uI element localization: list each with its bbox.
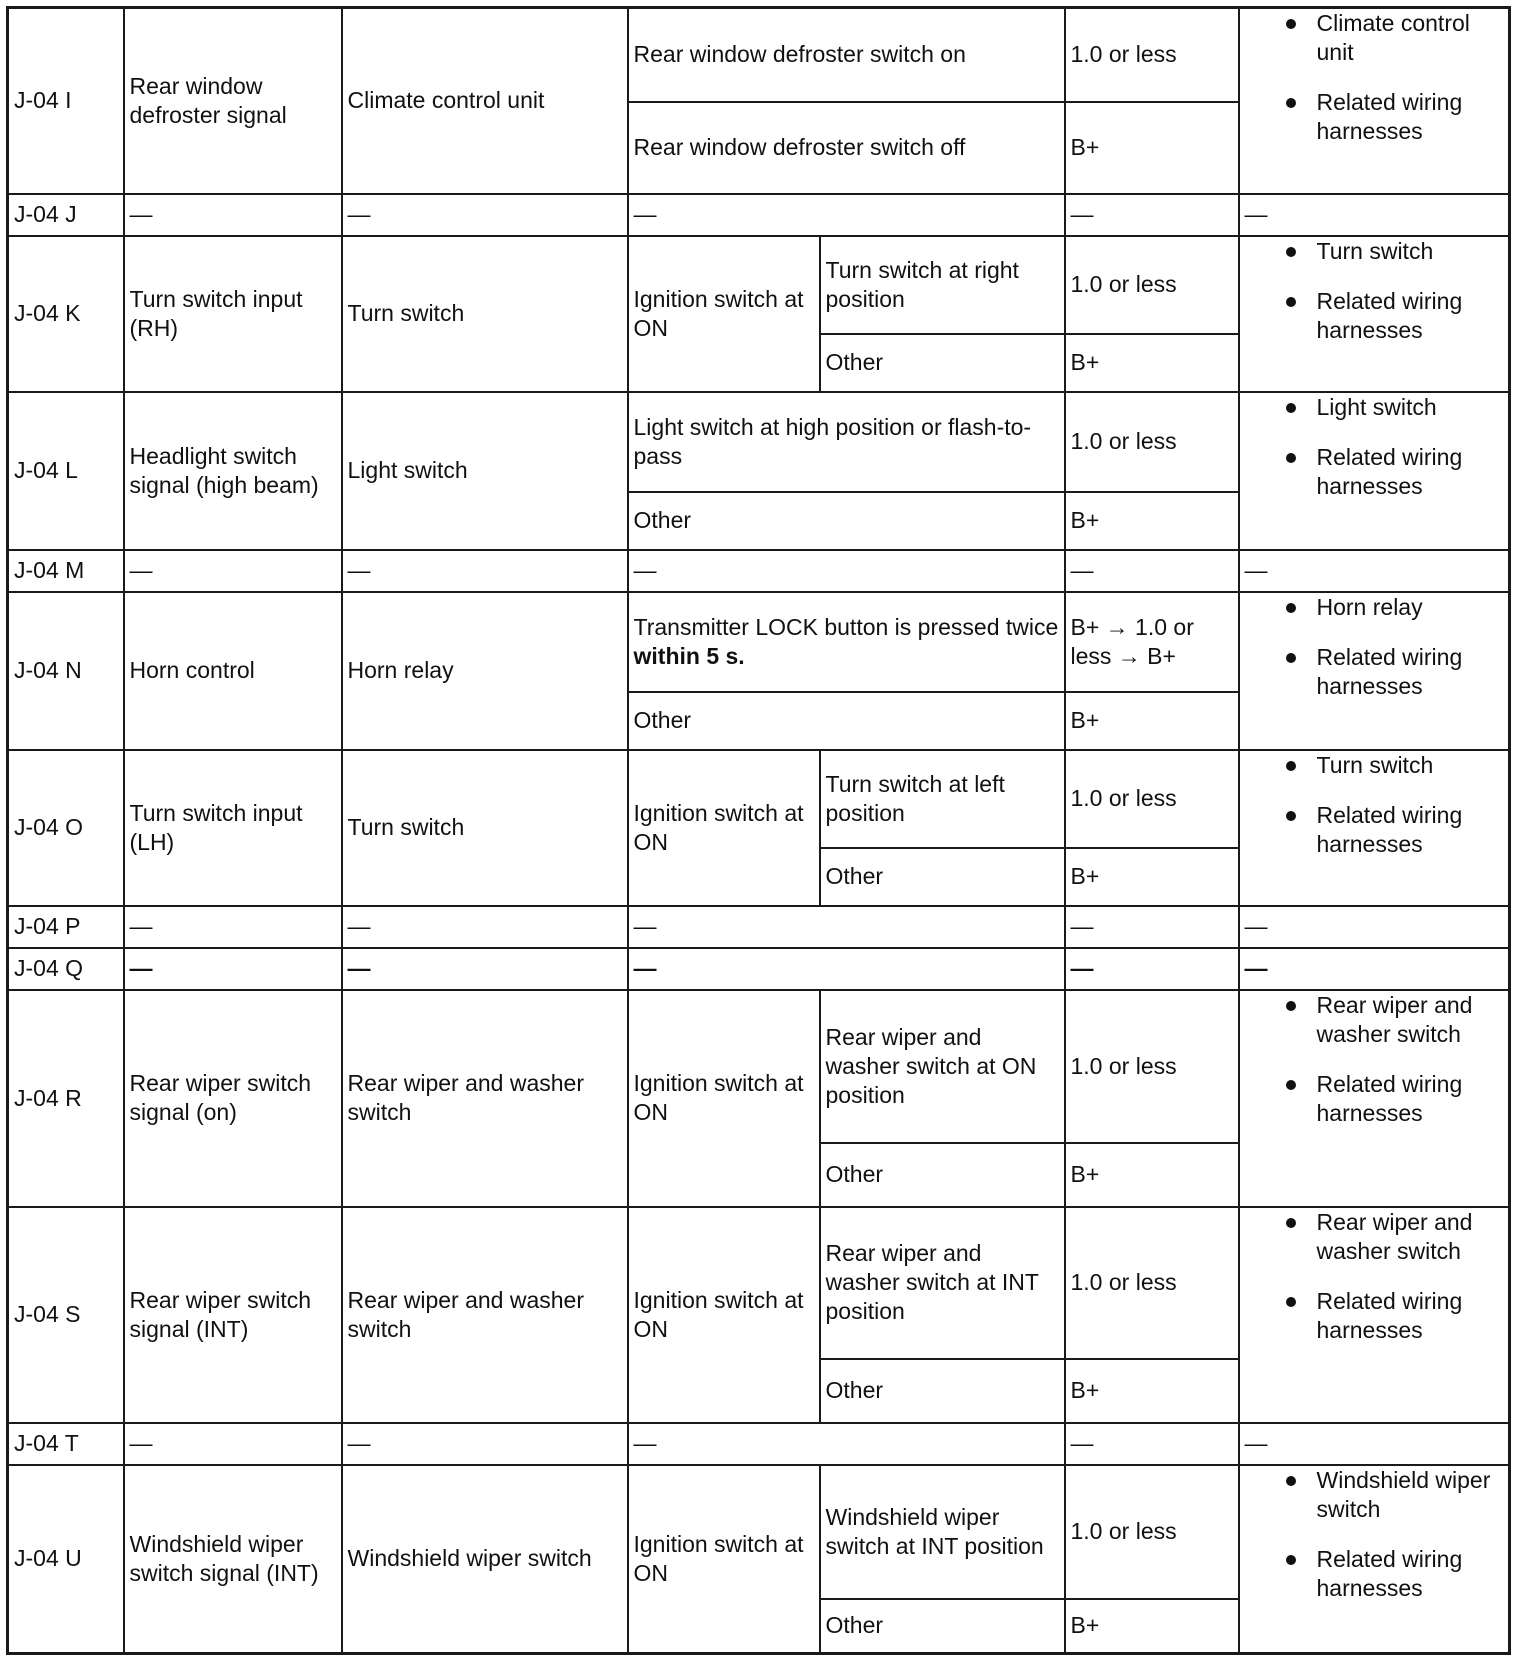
condition-cell: Windshield wiper switch at INT position [820,1465,1065,1599]
possible-cause-cell [1239,592,1510,750]
possible-cause-cell: — [1239,906,1510,948]
bullet-icon [1286,1218,1296,1228]
terminal-cell: J-04 T [8,1423,124,1465]
condition-emphasis: within 5 s. [633,642,745,669]
terminal-cell: J-04 P [8,906,124,948]
connected-to-cell: — [342,550,628,592]
terminal-cell: J-04 I [8,8,124,194]
voltage-cell: 1.0 or less [1065,750,1239,848]
condition-cell: Rear wiper and washer switch at INT position [820,1207,1065,1359]
connected-to-cell: Turn switch [342,750,628,906]
connected-to-cell: Windshield wiper switch [342,1465,628,1654]
condition-cell: Rear window defroster switch on [628,8,1065,102]
list-item: Rear wiper and washer switch [1240,1208,1505,1266]
voltage-cell: B+ → 1.0 or less → B+ [1065,592,1239,692]
signal-cell: Rear wiper switch signal (INT) [124,1207,342,1423]
voltage-cell: B+ [1065,1599,1239,1654]
bullet-icon [1286,603,1296,613]
voltage-cell: 1.0 or less [1065,1207,1239,1359]
condition-cell: — [628,194,1065,236]
bullet-icon [1286,403,1296,413]
possible-cause-cell [1239,1465,1510,1654]
measurement-condition-cell: Ignition switch at ON [628,1465,820,1654]
voltage-cell: — [1065,906,1239,948]
measurement-condition-cell: Ignition switch at ON [628,990,820,1207]
voltage-cell: B+ [1065,334,1239,392]
possible-cause-cell [1239,392,1510,550]
list-item: Related wiring harnesses [1240,1070,1505,1128]
condition-cell: Other [820,1359,1065,1423]
voltage-cell: 1.0 or less [1065,236,1239,334]
connected-to-cell: Rear wiper and washer switch [342,990,628,1207]
bullet-icon [1286,453,1296,463]
connected-to-cell: — [342,194,628,236]
condition-cell: Other [820,848,1065,906]
voltage-cell: B+ [1065,102,1239,194]
terminal-cell: J-04 K [8,236,124,392]
condition-cell: — [628,948,1065,990]
bullet-icon [1286,247,1296,257]
list-item: Related wiring harnesses [1240,643,1505,701]
signal-cell: Rear window defroster signal [124,8,342,194]
condition-cell: Light switch at high position or flash-to-pass [628,392,1065,492]
list-item: Light switch [1240,393,1505,422]
possible-cause-cell [1239,8,1510,194]
voltage-cell: — [1065,1423,1239,1465]
list-item: Related wiring harnesses [1240,1287,1505,1345]
signal-cell: — [124,194,342,236]
condition-cell: — [628,550,1065,592]
condition-cell: Other [820,334,1065,392]
voltage-cell: B+ [1065,1143,1239,1207]
connected-to-cell: Climate control unit [342,8,628,194]
list-item: Related wiring harnesses [1240,443,1505,501]
terminal-cell: J-04 M [8,550,124,592]
condition-cell: — [628,1423,1065,1465]
list-item: Horn relay [1240,593,1505,622]
condition-cell: Other [820,1143,1065,1207]
bullet-icon [1286,811,1296,821]
possible-cause-cell: — [1239,550,1510,592]
connected-to-cell: — [342,948,628,990]
possible-cause-cell [1239,750,1510,906]
voltage-cell: 1.0 or less [1065,392,1239,492]
connected-to-cell: — [342,1423,628,1465]
list-item: Windshield wiper switch [1240,1466,1505,1524]
possible-cause-cell: — [1239,1423,1510,1465]
condition-cell: Turn switch at left position [820,750,1065,848]
connected-to-cell: Rear wiper and washer switch [342,1207,628,1423]
bullet-icon [1286,98,1296,108]
list-item: Climate control unit [1240,9,1505,67]
terminal-cell: J-04 J [8,194,124,236]
possible-cause-cell [1239,990,1510,1207]
signal-cell: Turn switch input (RH) [124,236,342,392]
list-item: Related wiring harnesses [1240,88,1505,146]
condition-cell: — [628,906,1065,948]
list-item: Related wiring harnesses [1240,1545,1505,1603]
terminal-cell: J-04 Q [8,948,124,990]
signal-cell: Windshield wiper switch signal (INT) [124,1465,342,1654]
signal-cell: — [124,550,342,592]
voltage-cell: B+ [1065,692,1239,750]
possible-cause-cell [1239,236,1510,392]
voltage-cell: 1.0 or less [1065,990,1239,1143]
possible-cause-cell: — [1239,194,1510,236]
voltage-cell: B+ [1065,848,1239,906]
voltage-cell: B+ [1065,492,1239,550]
bullet-icon [1286,1080,1296,1090]
bullet-icon [1286,297,1296,307]
condition-cell: Other [820,1599,1065,1654]
list-item: Related wiring harnesses [1240,801,1505,859]
condition-cell: Other [628,492,1065,550]
bullet-icon [1286,1476,1296,1486]
bullet-icon [1286,1001,1296,1011]
measurement-condition-cell: Ignition switch at ON [628,750,820,906]
measurement-condition-cell: Ignition switch at ON [628,1207,820,1423]
condition-cell: Rear window defroster switch off [628,102,1065,194]
connected-to-cell: Horn relay [342,592,628,750]
bullet-icon [1286,653,1296,663]
list-item: Turn switch [1240,237,1505,266]
condition-cell: Turn switch at right position [820,236,1065,334]
bullet-icon [1286,19,1296,29]
terminal-cell: J-04 U [8,1465,124,1654]
terminal-cell: J-04 S [8,1207,124,1423]
signal-cell: — [124,906,342,948]
bullet-icon [1286,761,1296,771]
possible-cause-cell: — [1239,948,1510,990]
condition-cell: Other [628,692,1065,750]
signal-cell: Rear wiper switch signal (on) [124,990,342,1207]
terminal-cell: J-04 L [8,392,124,550]
list-item: Rear wiper and washer switch [1240,991,1505,1049]
voltage-cell: — [1065,948,1239,990]
list-item: Related wiring harnesses [1240,287,1505,345]
condition-cell: Rear wiper and washer switch at ON position [820,990,1065,1143]
voltage-cell: 1.0 or less [1065,1465,1239,1599]
voltage-cell: — [1065,550,1239,592]
bullet-icon [1286,1555,1296,1565]
measurement-condition-cell: Ignition switch at ON [628,236,820,392]
signal-cell: Turn switch input (LH) [124,750,342,906]
signal-cell: Headlight switch signal (high beam) [124,392,342,550]
connected-to-cell: Turn switch [342,236,628,392]
voltage-cell: 1.0 or less [1065,8,1239,102]
voltage-cell: B+ [1065,1359,1239,1423]
list-item: Turn switch [1240,751,1505,780]
condition-text: Transmitter LOCK button is pressed twice [633,613,1059,640]
voltage-cell: — [1065,194,1239,236]
connected-to-cell: — [342,906,628,948]
possible-cause-cell [1239,1207,1510,1423]
terminal-cell: J-04 O [8,750,124,906]
signal-cell: — [124,1423,342,1465]
bullet-icon [1286,1297,1296,1307]
signal-cell: — [124,948,342,990]
terminal-voltage-table [6,6,1511,1655]
connected-to-cell: Light switch [342,392,628,550]
signal-cell: Horn control [124,592,342,750]
condition-cell [628,592,1065,692]
terminal-cell: J-04 R [8,990,124,1207]
terminal-cell: J-04 N [8,592,124,750]
